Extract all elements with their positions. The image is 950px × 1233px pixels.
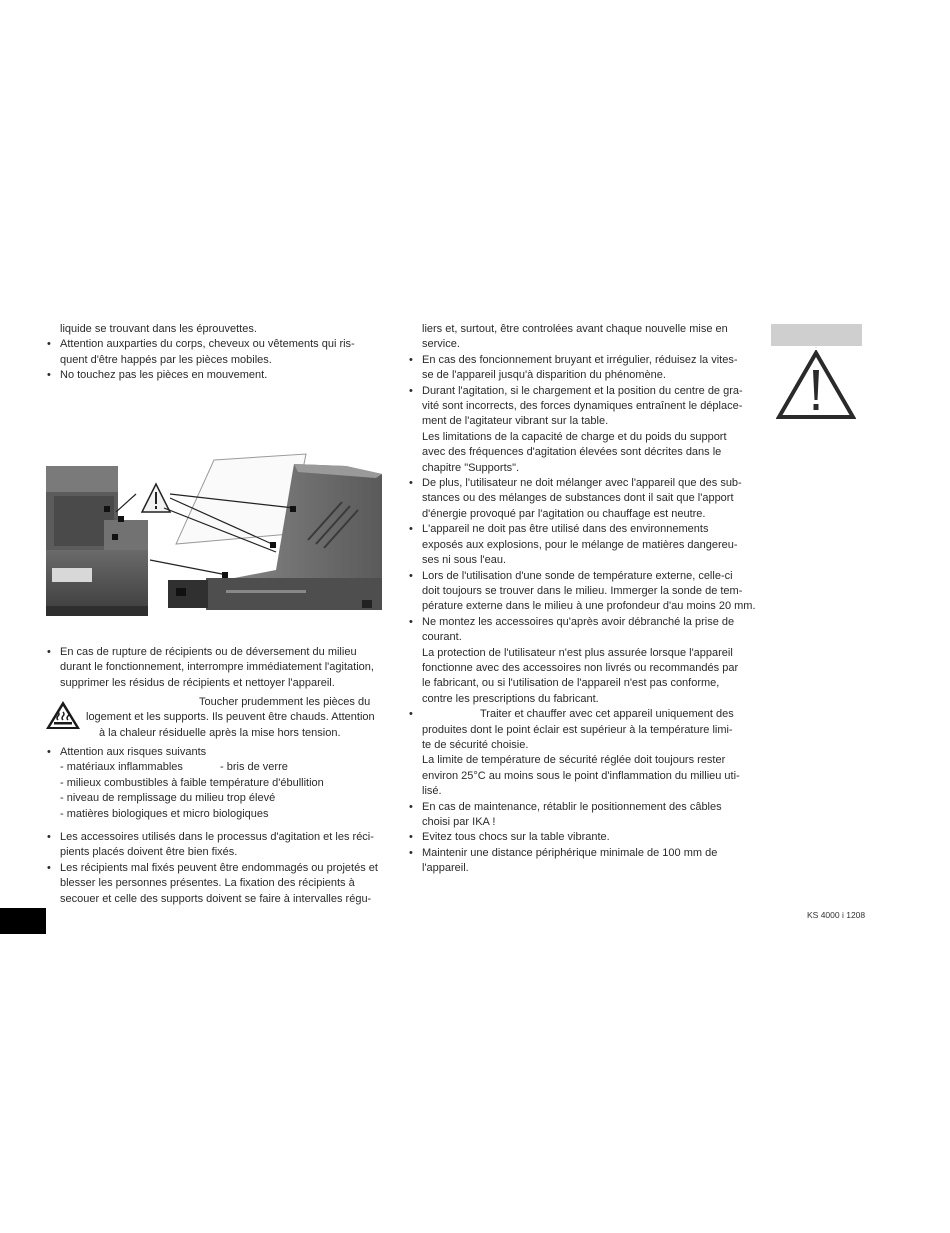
bullet-item (47, 745, 384, 822)
bullet-item (409, 384, 749, 476)
text-line: choisi par IKA ! (422, 816, 496, 828)
text-line: • Durant l'agitation, si le chargement et la position du centre de gra- (422, 384, 743, 397)
bullet-item (47, 368, 384, 383)
text-line: Toucher prudemment les pièces du (199, 696, 371, 708)
page-tab (0, 908, 46, 934)
text-line: • En cas de rupture de récipients ou de déversement du milieu (60, 646, 357, 658)
bullet-item (409, 353, 749, 384)
text-line: blesser les personnes présentes. La fixation des récipients à (60, 877, 355, 890)
hot-surface-icon (45, 700, 81, 730)
hot-surface-text (86, 695, 384, 741)
right-column (409, 322, 756, 877)
text-line: - niveau de remplissage du milieu trop élevé (60, 792, 276, 805)
left-column-top (47, 322, 384, 384)
text-line: avec des fréquences d'agitation élevées sont décrites dans le (422, 446, 722, 459)
text-line: contre les prescriptions du fabricant. (422, 692, 599, 705)
text-line: • Les récipients mal fixés peuvent être endommagés ou projetés et (60, 861, 378, 874)
risks-block (47, 745, 384, 907)
text-line: se de l'appareil jusqu'à disparition du phénomène. (422, 369, 666, 382)
bullet-item (409, 569, 756, 615)
text-line: • De plus, l'utilisateur ne doit mélanger avec l'appareil que des sub- (422, 477, 742, 490)
risk-item: - bris de verre (220, 761, 288, 774)
text-line: durant le fonctionnement, interrompre immédiatement l'agitation, (60, 661, 374, 674)
text-line: service. (422, 338, 460, 351)
text-line: • Attention auxparties du corps, cheveux ou vêtements qui ris- (60, 338, 355, 351)
text-line: ses ni sous l'eau. (422, 554, 507, 567)
device-illustration-svg (46, 450, 383, 616)
text-line: environ 25°C au moins sous le point d'inflammation du millieu uti- (422, 769, 740, 782)
text-line: - matières biologiques et micro biologiques (60, 807, 269, 820)
text-line: produites dont le point éclair est supérieur à la température limi- (422, 723, 733, 736)
text-line: • En cas de maintenance, rétablir le positionnement des câbles (422, 800, 722, 813)
document-code: KS 4000 i 1208 (807, 910, 866, 920)
text-line: stances ou des mélanges de substances dont il sait que l'apport (422, 492, 734, 505)
text-line: La limite de température de sécurité réglée doit toujours rester (422, 754, 726, 767)
text-line: quent d'être happés par les pièces mobiles. (60, 353, 272, 366)
risk-item: - matériaux inflammables (60, 761, 183, 774)
text-line: courant. (422, 631, 462, 644)
bullet-item (47, 830, 384, 861)
text-line: • Ne montez les accessoires qu'après avoir débranché la prise de (422, 615, 735, 628)
text-line: pients placés doivent être bien fixés. (60, 846, 238, 859)
text-line: liquide se trouvant dans les éprouvettes. (60, 323, 257, 335)
text-line: • L'appareil ne doit pas être utilisé dans des environnements (422, 523, 709, 536)
text-line: La protection de l'utilisateur n'est plus assurée lorsque l'appareil (422, 646, 733, 659)
text-line: logement et les supports. Ils peuvent être chauds. Attention (86, 711, 375, 724)
text-line: • En cas des foncionnement bruyant et irrégulier, réduisez la vites- (422, 353, 738, 366)
text-line: • Evitez tous chocs sur la table vibrante. (422, 831, 610, 844)
bullet-item (409, 846, 749, 877)
text-line: • No touchez pas les pièces en mouvement. (60, 369, 268, 382)
text-line: • Lors de l'utilisation d'une sonde de température externe, celle-ci (422, 569, 733, 582)
text-line: fonctionne avec des accessoires non livrés ou recommandés par (422, 661, 739, 674)
text-line: • Attention aux risques suivants (60, 746, 207, 758)
bullet-item (409, 476, 749, 522)
text-line: le fabricant, ou si l'utilisation de l'appareil n'est pas conforme, (422, 677, 720, 690)
text-line: te de sécurité choisie. (422, 738, 529, 751)
text-line: doit toujours se trouver dans le milieu. Immerger la sonde de tem- (422, 584, 743, 597)
bullet-item (409, 830, 749, 845)
section-tab (771, 324, 862, 346)
text-line: • Maintenir une distance périphérique minimale de 100 mm de (422, 846, 718, 859)
text-line: vité sont incorrects, des forces dynamiques entraînent le déplace- (422, 400, 743, 413)
text-line: chapitre "Supports". (422, 461, 520, 474)
bullet-item (409, 522, 749, 568)
text-line: exposés aux explosions, pour le mélange de matières dangereu- (422, 538, 738, 551)
device-illustration (46, 450, 383, 616)
text-line: • Les accessoires utilisés dans le processus d'agitation et les réci- (60, 831, 374, 844)
bullet-item (409, 800, 749, 831)
text-line: d'énergie provoqué par l'agitation ou chauffage est neutre. (422, 507, 706, 520)
bullet-item (47, 645, 384, 691)
bullet-item (409, 615, 749, 707)
text-line: Les limitations de la capacité de charge et du poids du support (422, 430, 727, 443)
warning-triangle-icon (776, 350, 856, 420)
text-line: supprimer les résidus de récipients et nettoyer l'appareil. (60, 676, 335, 689)
text-line: lisé. (422, 785, 442, 798)
left-column-bottom (47, 645, 384, 691)
text-line: • Traiter et chauffer avec cet appareil uniquement des (480, 708, 734, 721)
text-line: - milieux combustibles à faible température d'ébullition (60, 776, 324, 789)
text-line (60, 760, 384, 775)
bullet-item (47, 861, 384, 907)
text-line: à la chaleur résiduelle après la mise hors tension. (99, 726, 341, 739)
text-line: pérature externe dans le milieu à une profondeur d'au moins 20 mm. (422, 600, 756, 613)
text-line: ment de l'agitateur vibrant sur la table. (422, 415, 609, 428)
text-line: secouer et celle des supports doivent se faire à intervalles régu- (60, 892, 372, 905)
text-line: l'appareil. (422, 862, 469, 875)
text-line: liers et, surtout, être controlées avant chaque nouvelle mise en (422, 323, 728, 335)
bullet-item (409, 707, 749, 799)
bullet-item (47, 337, 384, 368)
